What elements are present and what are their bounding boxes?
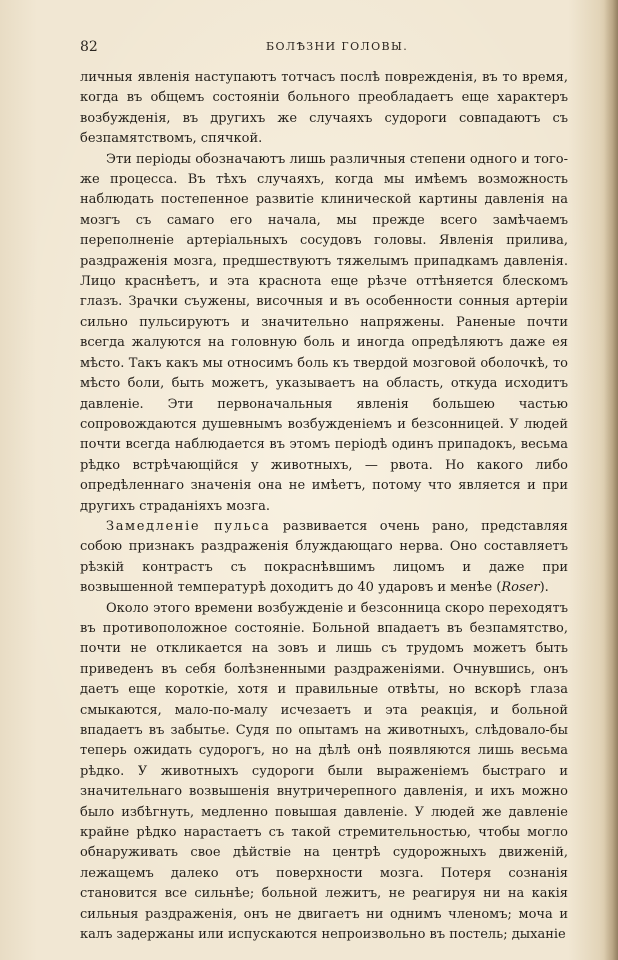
paragraph-3-text: развивается очень рано, представляя собою признакъ раздраженія блуждающаго нерва. Оно составляетъ рѣзкій контрастъ съ покраснѣвшимъ лицомъ и даже при возвышенной температурѣ доходитъ до 40 ударовъ и менѣе (	[80, 518, 568, 596]
paragraph-3-end: ).	[539, 580, 549, 596]
paragraph-4: Около этого времени возбужденіе и безсонница скоро переходятъ въ противоположное состояніе. Больной впадаетъ въ безпамятство, почти не откликается на зовъ и лишь съ трудомъ можетъ быть приведенъ въ себя болѣзненными раздраженіями. Очнувшись, онъ даетъ еще короткіе, хотя и правильные отвѣты, но вскорѣ глаза смыкаются, мало-по-малу исчезаетъ и эта реакція, и больной впадаетъ въ забытье. Судя по опытамъ на животныхъ, слѣдовало-бы теперь ожидать судорогъ, но на дѣлѣ онѣ появляются лишь весьма рѣдко. У животныхъ судороги были выраженіемъ быстраго и значительнаго возвышенія внутричерепного давленія, и ихъ можно было избѣгнуть, медленно повышая давленіе. У людей же давленіе крайне рѣдко нарастаетъ съ такой стремительностью, чтобы могло обнаруживать свое дѣйствіе на центрѣ судорожныхъ движеній, лежащемъ далеко отъ поверхности мозга. Потеря сознанія становится все сильнѣе; больной лежитъ, не реагируя ни на какія сильныя раздраженія, онъ не двигаетъ ни однимъ членомъ; моча и калъ задержаны или испускаются непроизвольно въ постель; дыханіе	[80, 600, 568, 943]
paragraph-2: Эти періоды обозначаютъ лишь различныя степени одного и того-же процесса. Въ тѣхъ случаяхъ, когда мы имѣемъ возможность наблюдать постепенное развитіе клинической картины давленія на мозгъ съ самаго его начала, мы прежде всего замѣчаемъ переполненіе артеріальныхъ сосудовъ головы. Явленія прилива, раздраженія мозга, предшествуютъ тяжелымъ припадкамъ давленія. Лицо краснѣетъ, и эта краснота еще рѣзче оттѣняется блескомъ глазъ. Зрачки съужены, височныя и въ особенности сонныя артеріи сильно пульсируютъ и значительно напряжены. Раненые почти всегда жалуются на головную боль и иногда опредѣляютъ даже ея мѣсто. Такъ какъ мы относимъ боль къ твердой мозговой оболочкѣ, то мѣсто боли, быть можетъ, указываетъ на область, откуда исходитъ давленіе. Эти первоначальныя явленія большею частью сопровождаются душевнымъ возбужденіемъ и безсонницей. У людей почти всегда наблюдается въ этомъ періодѣ одинъ припадокъ, весьма рѣдко встрѣчающійся у животныхъ, — рвота. Но какого либо опредѣленнаго значенія она не имѣетъ, потому что является и при другихъ страданіяхъ мозга.	[80, 151, 568, 514]
page-spine-shadow	[604, 0, 618, 960]
running-head: БОЛѢЗНИ ГОЛОВЫ.	[266, 40, 409, 53]
author-citation: Roser	[501, 580, 540, 596]
paragraph-3	[80, 517, 568, 599]
body-text	[80, 68, 568, 945]
paragraph-1: личныя явленія наступаютъ тотчасъ послѣ поврежденія, въ то время, когда въ общемъ состояніи больного преобладаетъ еще характеръ возбужденія, въ другихъ же случаяхъ судороги совпадаютъ съ безпамятствомъ, спячкой.	[80, 70, 568, 147]
page-header	[80, 39, 568, 57]
emphasized-term: Замедленіе пульса	[106, 518, 271, 534]
page-number: 82	[80, 39, 98, 55]
